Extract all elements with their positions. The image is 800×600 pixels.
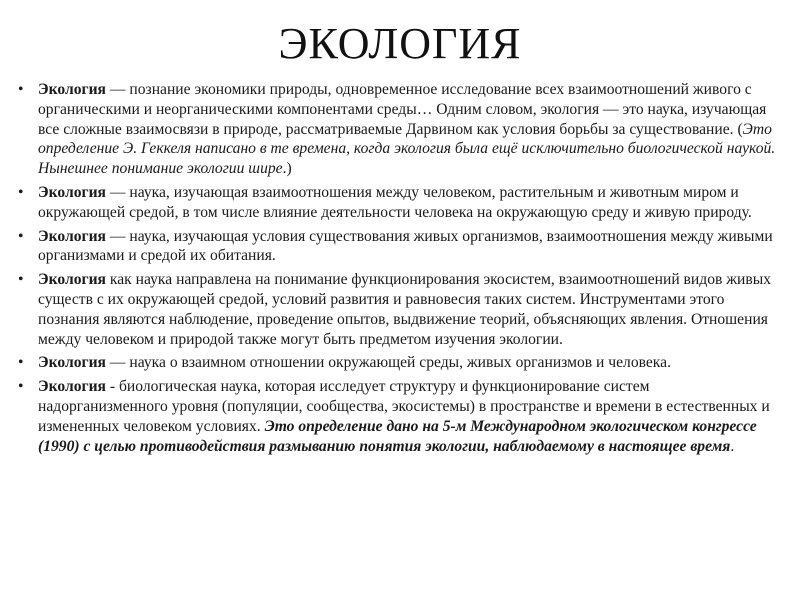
definition-item-4	[18, 270, 780, 349]
definition-item-6	[18, 377, 780, 456]
definition-term: Экология	[38, 227, 106, 245]
definition-item-1	[18, 80, 780, 179]
definition-item-3	[18, 227, 780, 267]
definition-text: — познание экономики природы, одновременное исследование всех взаимоотношений живого с органическими и неорганическими компонентами среды… Одним словом, экология — это наука, изучающая все сложные взаимосвязи в природе, рассматриваемые Дарвином как условия борьбы за существование. (	[38, 81, 767, 138]
definition-term: Экология	[38, 183, 106, 201]
definition-text: — наука, изучающая условия существования живых организмов, взаимоотношения между живыми организмами и средой их обитания.	[38, 227, 773, 265]
definition-tail: .)	[282, 160, 292, 178]
definition-text: - биологическая наука, которая исследует структуру и функционирование систем надорганизменного уровня (популяции, сообщества, экосистемы) в пространстве и времени в естественных и измененных человеком условиях.	[38, 378, 770, 435]
definition-term: Экология	[38, 271, 106, 289]
definition-text: как наука направлена на понимание функционирования экосистем, взаимоотношений видов живых существ с их окружающей средой, условий развития и равновесия таких систем. Инструментами этого познания являются наблюдение, проведение опытов, выдвижение теорий, объясняющих явления. Отношения между человеком и природой также могут быть предметом изучения экологии.	[38, 271, 772, 348]
definition-note: Это определение дано на 5-м Международном экологическом конгрессе (1990) с целью противодействия размыванию понятия экологии, наблюдаемому в настоящее время	[38, 417, 757, 455]
definition-note: Это определение Э. Геккеля написано в те времена, когда экология была ещё исключительно биологической наукой. Нынешнее понимание экологии шире	[38, 120, 776, 178]
definition-item-5	[18, 353, 780, 373]
bullet-icon: •	[18, 183, 24, 201]
definition-text: — наука, изучающая взаимоотношения между человеком, растительным и животным миром и окружающей средой, в том числе влияние деятельности человека на окружающую среду и живую природу.	[38, 183, 752, 221]
definition-term: Экология	[38, 378, 106, 396]
definition-tail: .	[730, 437, 735, 455]
bullet-icon: •	[18, 81, 24, 98]
definition-item-2	[18, 183, 780, 223]
bullet-icon: •	[18, 271, 24, 289]
slide-content	[18, 80, 780, 460]
bullet-icon: •	[18, 354, 24, 372]
bullet-icon: •	[18, 227, 24, 245]
definition-term: Экология	[38, 354, 106, 372]
slide-title: ЭКОЛОГИЯ	[278, 19, 522, 68]
bullet-icon: •	[18, 378, 24, 396]
definition-text: — наука о взаимном отношении окружающей среды, живых организмов и человека.	[106, 354, 671, 372]
definition-term: Экология	[38, 81, 106, 98]
definition-list	[18, 80, 780, 456]
